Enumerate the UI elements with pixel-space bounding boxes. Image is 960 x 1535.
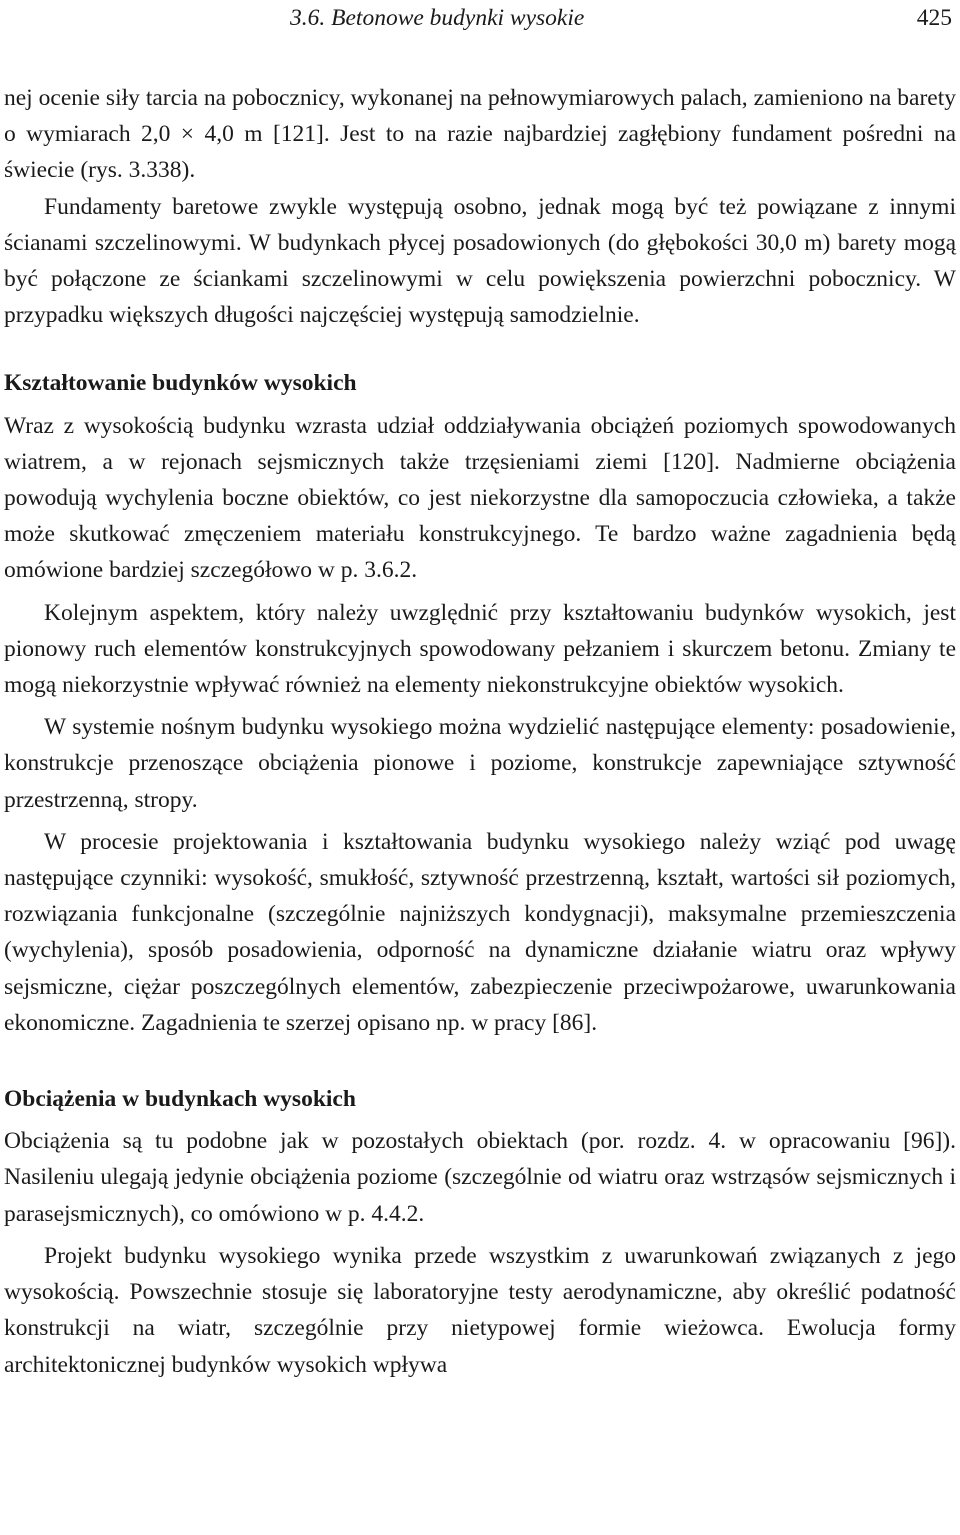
running-head: [4, 0, 956, 36]
paragraph: Obciążenia są tu podobne jak w pozostałych obiektach (por. rozdz. 4. w opracowaniu [96]). Nasileniu ulegają jedynie obciążenia poziome (szczególnie od wiatru oraz wstrząsów sejsmicznych i parasejsmicznych), co omówiono w p. 4.4.2.: [4, 1128, 956, 1227]
paragraph: Projekt budynku wysokiego wynika przede wszystkim z uwarunkowań związanych z jego wysokością. Powszechnie stosuje się laboratoryjne testy aerodynamiczne, aby określić podatność konstrukcji na wiatr, szczególnie przy nietypowej formie wieżowca. Ewolucja formy architektonicznej budynków wysokich wpływa: [4, 1242, 956, 1378]
running-title: 3.6. Betonowe budynki wysokie: [290, 5, 585, 31]
section-heading-ksztaltowanie: Kształtowanie budynków wysokich: [4, 370, 357, 397]
paragraph: Kolejnym aspektem, który należy uwzględnić przy kształtowaniu budynków wysokich, jest pionowy ruch elementów konstrukcyjnych spowodowany pełzaniem i skurczem betonu. Zmiany te mogą niekorzystnie wpływać również na elementy niekonstrukcyjne obiektów wysokich.: [4, 599, 956, 699]
page-number: 425: [916, 5, 952, 31]
paragraph-continued: nej ocenie siły tarcia na pobocznicy, wykonanej na pełnowymiarowych palach, zamieniono na barety o wymiarach 2,0 × 4,0 m [121]. Jest to na razie najbardziej zagłębiony fundament pośredni na świecie (rys. 3.338).: [4, 85, 956, 184]
paragraph: Fundamenty baretowe zwykle występują osobno, jednak mogą być też powiązane z innymi ścianami szczelinowymi. W budynkach płycej posadowionych (do głębokości 30,0 m) barety mogą być połączone ze ściankami szczelinowymi w celu powiększenia powierzchni pobocznicy. W przypadku większych długości najczęściej występują samodzielnie.: [4, 193, 956, 329]
paragraph: W systemie nośnym budynku wysokiego można wydzielić następujące elementy: posadowienie, konstrukcje przenoszące obciążenia pionowe i poziome, konstrukcje zapewniające sztywność przestrzenną, stropy.: [4, 714, 956, 813]
paragraph: Wraz z wysokością budynku wzrasta udział oddziaływania obciążeń poziomych spowodowanych wiatrem, a w rejonach sejsmicznych także trzęsieniami ziemi [120]. Nadmierne obciążenia powodują wychylenia boczne obiektów, co jest niekorzystne dla samopoczucia człowieka, a także może skutkować zmęczeniem materiału konstrukcyjnego. Te bardzo ważne zagadnienia będą omówione bardziej szczegółowo w p. 3.6.2.: [4, 412, 956, 584]
section-heading-obciazenia: Obciążenia w budynkach wysokich: [4, 1086, 356, 1113]
paragraph: W procesie projektowania i kształtowania budynku wysokiego należy wziąć pod uwagę następujące czynniki: wysokość, smukłość, sztywność przestrzenną, kształt, wartości sił poziomych, rozwiązania funkcjonalne (szczególnie najniższych kondygnacji), maksymalne przemieszczenia (wychylenia), sposób posadowienia, odporność na dynamiczne działanie wiatru oraz wpływy sejsmiczne, ciężar poszczególnych elementów, zabezpieczenie przeciwpożarowe, uwarunkowania ekonomiczne. Zagadnienia te szerzej opisano np. w pracy [86].: [4, 828, 956, 1036]
page-body: [4, 80, 956, 1383]
